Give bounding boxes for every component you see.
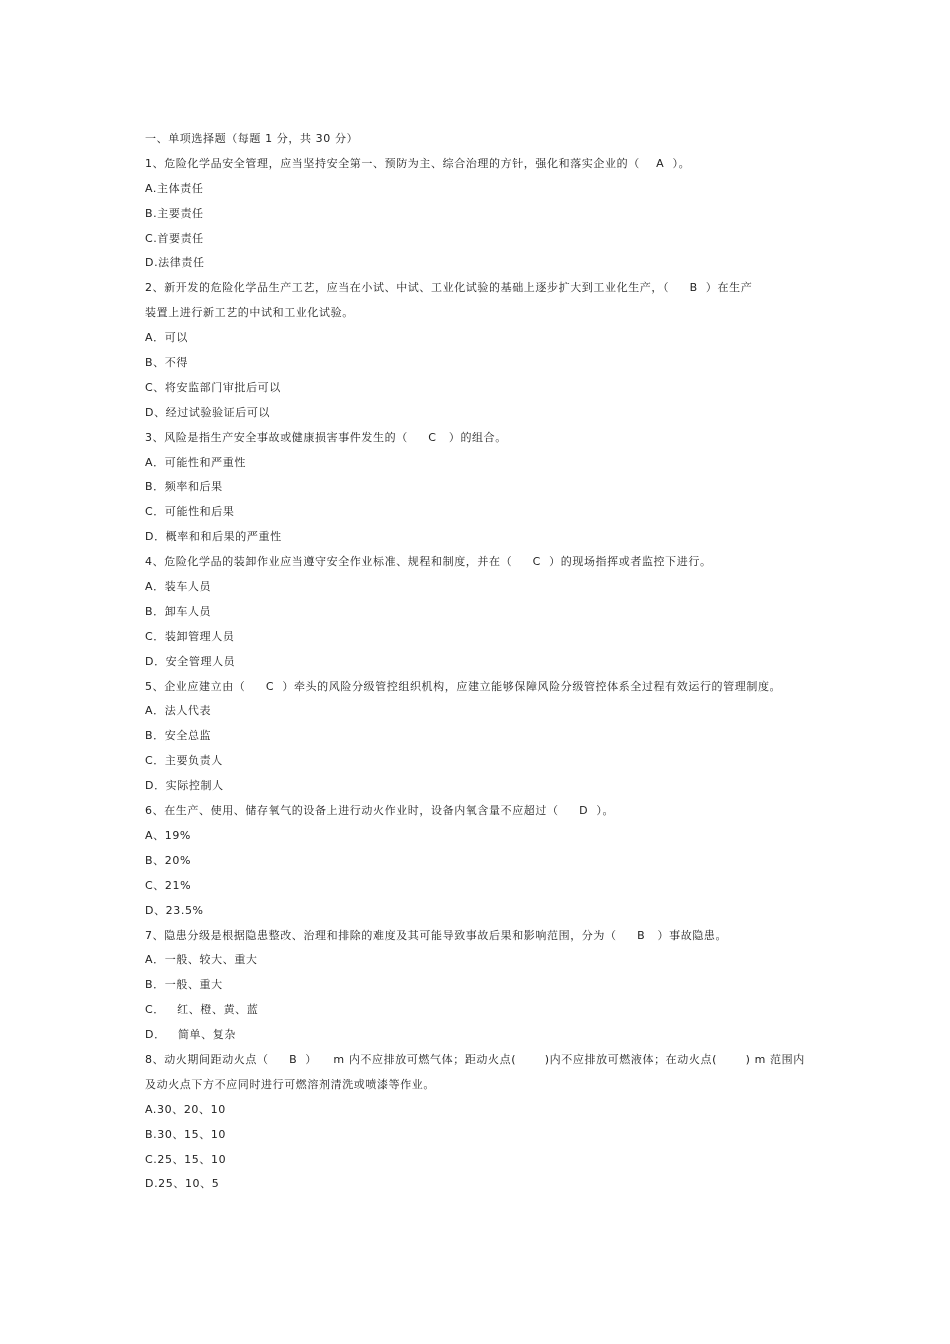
- question-6-option-c: C、21%: [145, 878, 192, 892]
- question-4-stem: 4、危险化学品的装卸作业应当遵守安全作业标准、规程和制度，并在（ C ）的现场指挥或者监控下进行。: [145, 555, 712, 569]
- question-4-option-c: C．装卸管理人员: [145, 629, 235, 643]
- question-5-option-d: D．实际控制人: [145, 779, 224, 793]
- question-2-stem-line-2: 装置上进行新工艺的中试和工业化试验。: [145, 306, 354, 320]
- question-8-stem-line-1: 8、动火期间距动火点（ B ） m 内不应排放可燃气体；距动火点( )内不应排放可燃液体；在动火点( ) m 范围内: [145, 1052, 805, 1066]
- question-4-option-a: A．装车人员: [145, 580, 212, 594]
- question-1-stem: 1、危险化学品安全管理，应当坚持安全第一、预防为主、综合治理的方针，强化和落实企业的（ A ）。: [145, 156, 691, 170]
- question-2-option-d: D、经过试验验证后可以: [145, 405, 271, 419]
- question-1-option-d: D.法律责任: [145, 256, 205, 270]
- question-1-option-c: C.首要责任: [145, 231, 204, 245]
- question-4-option-b: B．卸车人员: [145, 604, 212, 618]
- question-8-option-c: C.25、15、10: [145, 1152, 227, 1166]
- question-2-stem-line-1: 2、新开发的危险化学品生产工艺，应当在小试、中试、工业化试验的基础上逐步扩大到工业化生产，（ B ）在生产: [145, 281, 753, 295]
- question-3-option-c: C．可能性和后果: [145, 505, 235, 519]
- question-1-option-a: A.主体责任: [145, 181, 204, 195]
- question-7-stem: 7、隐患分级是根据隐患整改、治理和排除的难度及其可能导致事故后果和影响范围，分为（ B ）事故隐患。: [145, 928, 728, 942]
- question-8-option-b: B.30、15、10: [145, 1127, 227, 1141]
- question-1-option-b: B.主要责任: [145, 206, 204, 220]
- question-3-stem: 3、风险是指生产安全事故或健康损害事件发生的（ C ）的组合。: [145, 430, 507, 444]
- question-2-option-a: A．可以: [145, 331, 188, 345]
- question-6-stem: 6、在生产、使用、储存氧气的设备上进行动火作业时，设备内氧含量不应超过（ D ）。: [145, 804, 615, 818]
- question-6-option-a: A、19%: [145, 828, 191, 842]
- question-7-option-a: A．一般、较大、重大: [145, 953, 258, 967]
- question-8-option-d: D.25、10、5: [145, 1177, 220, 1191]
- question-3-option-d: D．概率和和后果的严重性: [145, 530, 282, 544]
- question-2-option-c: C、将安监部门审批后可以: [145, 380, 281, 394]
- question-8-stem-line-2: 及动火点下方不应同时进行可燃溶剂清洗或喷漆等作业。: [145, 1077, 435, 1091]
- question-3-option-a: A．可能性和严重性: [145, 455, 246, 469]
- question-7-option-b: B．一般、重大: [145, 978, 223, 992]
- question-5-option-c: C．主要负责人: [145, 754, 223, 768]
- question-2-option-b: B、不得: [145, 356, 188, 370]
- question-4-option-d: D．安全管理人员: [145, 654, 236, 668]
- question-7-option-c: C． 红、橙、黄、蓝: [145, 1003, 259, 1017]
- question-6-option-d: D、23.5%: [145, 903, 204, 917]
- question-5-stem: 5、企业应建立由（ C ）牵头的风险分级管控组织机构，应建立能够保障风险分级管控体系全过程有效运行的管理制度。: [145, 679, 782, 693]
- section-title: 一、单项选择题（每题 1 分，共 30 分）: [145, 132, 359, 145]
- question-8-option-a: A.30、20、10: [145, 1102, 226, 1116]
- question-7-option-d: D． 简单、复杂: [145, 1028, 236, 1042]
- question-5-option-a: A．法人代表: [145, 704, 212, 718]
- question-6-option-b: B、20%: [145, 853, 191, 867]
- exam-page: [145, 127, 825, 1197]
- question-5-option-b: B．安全总监: [145, 729, 212, 743]
- question-3-option-b: B．频率和后果: [145, 480, 223, 494]
